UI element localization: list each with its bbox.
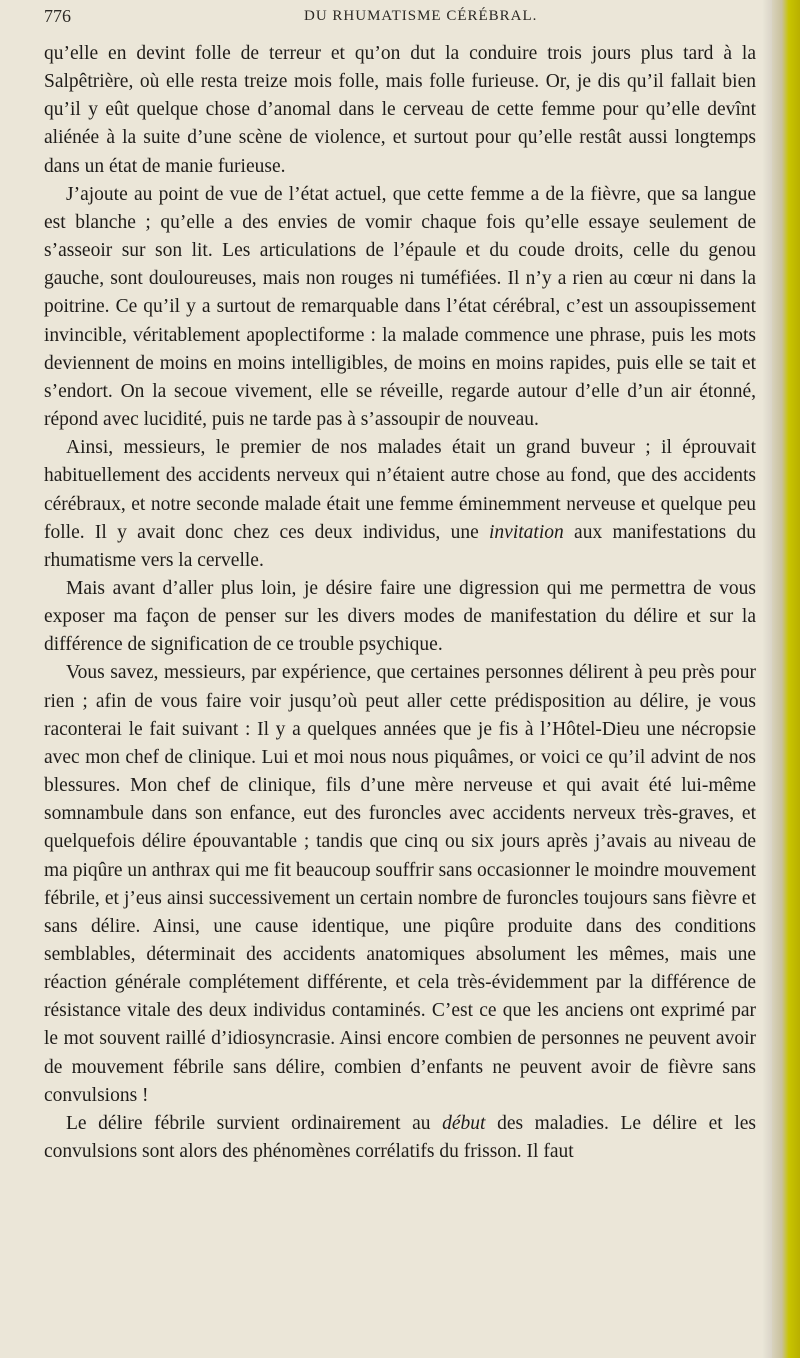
paragraph <box>44 659 756 1110</box>
paragraph-text: Mais avant d’aller plus loin, je désire faire une digression qui me permettra de vous exposer ma façon de penser sur les divers modes de manifestation du délire et sur la différence de signification de ce trouble psychique. <box>44 577 756 656</box>
body-text <box>44 40 756 1166</box>
paragraph-text: des maladies. Le délire et les convulsions sont alors des phénomènes corrélatifs du frisson. Il faut <box>44 1112 756 1163</box>
paragraph <box>44 40 756 181</box>
book-gutter-edge <box>772 0 800 1358</box>
page-number: 776 <box>44 6 71 26</box>
paragraph-text: Ainsi, messieurs, le premier de nos malades était un grand buveur ; il éprouvait habituellement des accidents nerveux qui n’étaient autre chose au fond, que des accidents cérébraux, et notre seconde malade était une femme éminemment nerveuse et quelque peu folle. Il y avait donc chez ces deux individus, une <box>44 437 756 543</box>
running-title: DU RHUMATISME CÉRÉBRAL. <box>304 8 538 24</box>
paragraph-text: aux manifestations du rhumatisme vers la cervelle. <box>44 521 756 571</box>
paragraph-text: qu’elle en devint folle de terreur et qu’on dut la conduire trois jours plus tard à la Salpêtrière, où elle resta treize mois folle, mais folle furieuse. Or, je dis qu’il fallait bien qu’il y eût quelque chose d’anomal dans le cerveau de cette femme pour qu’elle devînt aliénée à la suite d’une scène de violence, et surtout pour qu’elle restât aussi longtemps dans un état de manie furieuse. <box>44 43 756 177</box>
paragraph <box>44 434 756 575</box>
paragraph-text: Le délire fébrile survient ordinairement au <box>66 1112 443 1134</box>
italic-text: début <box>442 1112 486 1134</box>
page-edge-shadow <box>762 0 772 1358</box>
page-header <box>44 6 764 34</box>
paragraph <box>44 181 756 434</box>
paragraph-text: Vous savez, messieurs, par expérience, que certaines personnes délirent à peu près pour rien ; afin de vous faire voir jusqu’où peut aller cette prédisposition au délire, je vous raconterai le fait suivant : Il y a quelques années que je fis à l’Hôtel-Dieu une nécropsie avec mon chef de clinique. Lui et moi nous nous piquâmes, or voici ce qu’il advint de nos blessures. Mon chef de clinique, fils d’une mère nerveuse et qui avait été lui-même somnambule dans son enfance, eut des furoncles avec accidents nerveux très-graves, et quelquefois délire épouvantable ; tandis que cinq ou six jours après j’avais au niveau de ma piqûre un anthrax qui me fit beaucoup souffrir sans occasionner le moindre mouvement fébrile, et j’eus ainsi successivement un certain nombre de furoncles toujours sans fièvre et sans délire. Ainsi, une cause identique, une piqûre produite dans des conditions semblables, déterminait des accidents anatomiques absolument les mêmes, mais une réaction générale complétement différente, et cela très-évidemment par la différence de résistance vitale des deux individus contaminés. C’est ce que les anciens ont exprimé par le mot souvent raillé d’idiosyncrasie. Ainsi encore combien de personnes ne peuvent avoir de mouvement fébrile sans délire, combien d’enfants ne peuvent avoir de fièvre sans convulsions ! <box>44 662 756 1106</box>
italic-text: invitation <box>489 521 564 543</box>
paragraph-text: J’ajoute au point de vue de l’état actuel, que cette femme a de la fièvre, que sa langue est blanche ; qu’elle a des envies de vomir chaque fois qu’elle essaye seulement de s’asseoir sur son lit. Les articulations de l’épaule et du coude droits, celle du genou gauche, sont douloureuses, mais non rouges ni tuméfiées. Il n’y a rien au cœur ni dans la poitrine. Ce qu’il y a surtout de remarquable dans l’état cérébral, c’est un assoupissement invincible, véritablement apoplectiforme : la malade commence une phrase, puis les mots deviennent de moins en moins intelligibles, de moins en moins rapides, puis elle se tait et s’endort. On la secoue vivement, elle se réveille, regarde autour d’elle d’un air étonné, répond avec lucidité, puis ne tarde pas à s’assoupir de nouveau. <box>44 183 756 431</box>
paragraph <box>44 575 756 659</box>
paragraph <box>44 1110 756 1166</box>
